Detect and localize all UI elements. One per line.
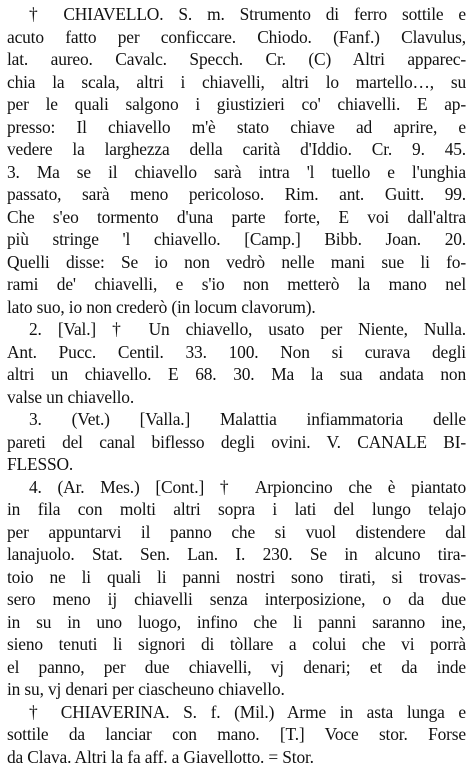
text-line: lat. aureo. Cavalc. Specch. Cr. (C) Altri apparec- <box>7 48 466 71</box>
text-line: lato suo, io non crederò (in locum clavorum). <box>7 296 466 319</box>
text-line: Ant. Pucc. Centil. 33. 100. Non si curava degli <box>7 341 466 364</box>
text-line: FLESSO. <box>7 453 466 476</box>
text-line: † CHIAVERINA. S. f. (Mil.) Arme in asta lunga e <box>7 701 466 724</box>
text-line: per appuntarvi il panno che si vuol distendere dal <box>7 521 466 544</box>
entry-chiavello <box>7 3 466 318</box>
text-line: rami de' chiavelli, e s'io non metterò la mano nel <box>7 273 466 296</box>
text-line: pareti del canal biflesso degli ovini. V. CANALE BI- <box>7 431 466 454</box>
text-line: Che s'eo tormento d'una parte forte, E voi dall'altra <box>7 206 466 229</box>
text-line: vedere la larghezza della carità d'Iddio. Cr. 9. 45. <box>7 138 466 161</box>
text-line: valse un chiavello. <box>7 386 466 409</box>
sense-3 <box>7 408 466 476</box>
text-line: 4. (Ar. Mes.) [Cont.] † Arpioncino che è piantato <box>7 476 466 499</box>
text-line: acuto fatto per conficcare. Chiodo. (Fanf.) Clavulus, <box>7 26 466 49</box>
text-line: chia la scala, altri i chiavelli, altri lo martello…, su <box>7 71 466 94</box>
text-line: el panno, per due chiavelli, vj denari; et da inde <box>7 656 466 679</box>
entry-chiaverina <box>7 701 466 768</box>
text-line: da Clava. Altri la fa aff. a Giavellotto. = Stor. <box>7 746 466 768</box>
text-line: 3. Ma se il chiavello sarà intra 'l tuello e l'unghia <box>7 161 466 184</box>
text-line: passato, sarà meno pericoloso. Rim. ant. Guitt. 99. <box>7 183 466 206</box>
text-line: sero meno ij chiavelli senza interposizione, o da due <box>7 588 466 611</box>
text-line: in fila con molti altri sopra i lati del lungo telajo <box>7 498 466 521</box>
text-line: toio ne li quali li panni nostri sono tirati, si trovas- <box>7 566 466 589</box>
text-line: 3. (Vet.) [Valla.] Malattia infiammatoria delle <box>7 408 466 431</box>
text-line: in su in uno luogo, infino che li panni saranno ine, <box>7 611 466 634</box>
text-line: sottile da lanciar con mano. [T.] Voce stor. Forse <box>7 723 466 746</box>
sense-2 <box>7 318 466 408</box>
text-line: presso: Il chiavello m'è stato chiave ad aprire, e <box>7 116 466 139</box>
text-line: 2. [Val.] † Un chiavello, usato per Niente, Nulla. <box>7 318 466 341</box>
text-line: sieno tenuti li signori di tòllare a colui che vi porrà <box>7 633 466 656</box>
text-line: † CHIAVELLO. S. m. Strumento di ferro sottile e <box>7 3 466 26</box>
text-line: per le quali salgono i giustizieri co' chiavelli. E ap- <box>7 93 466 116</box>
text-line: in su, vj denari per ciascheuno chiavello. <box>7 678 466 701</box>
text-line: più stringe 'l chiavello. [Camp.] Bibb. Joan. 20. <box>7 228 466 251</box>
text-line: Quelli disse: Se io non vedrò nelle mani sue li fo- <box>7 251 466 274</box>
text-line: altri un chiavello. E 68. 30. Ma la sua andata non <box>7 363 466 386</box>
text-line: lanajuolo. Stat. Sen. Lan. I. 230. Se in alcuno tira- <box>7 543 466 566</box>
sense-4 <box>7 476 466 701</box>
